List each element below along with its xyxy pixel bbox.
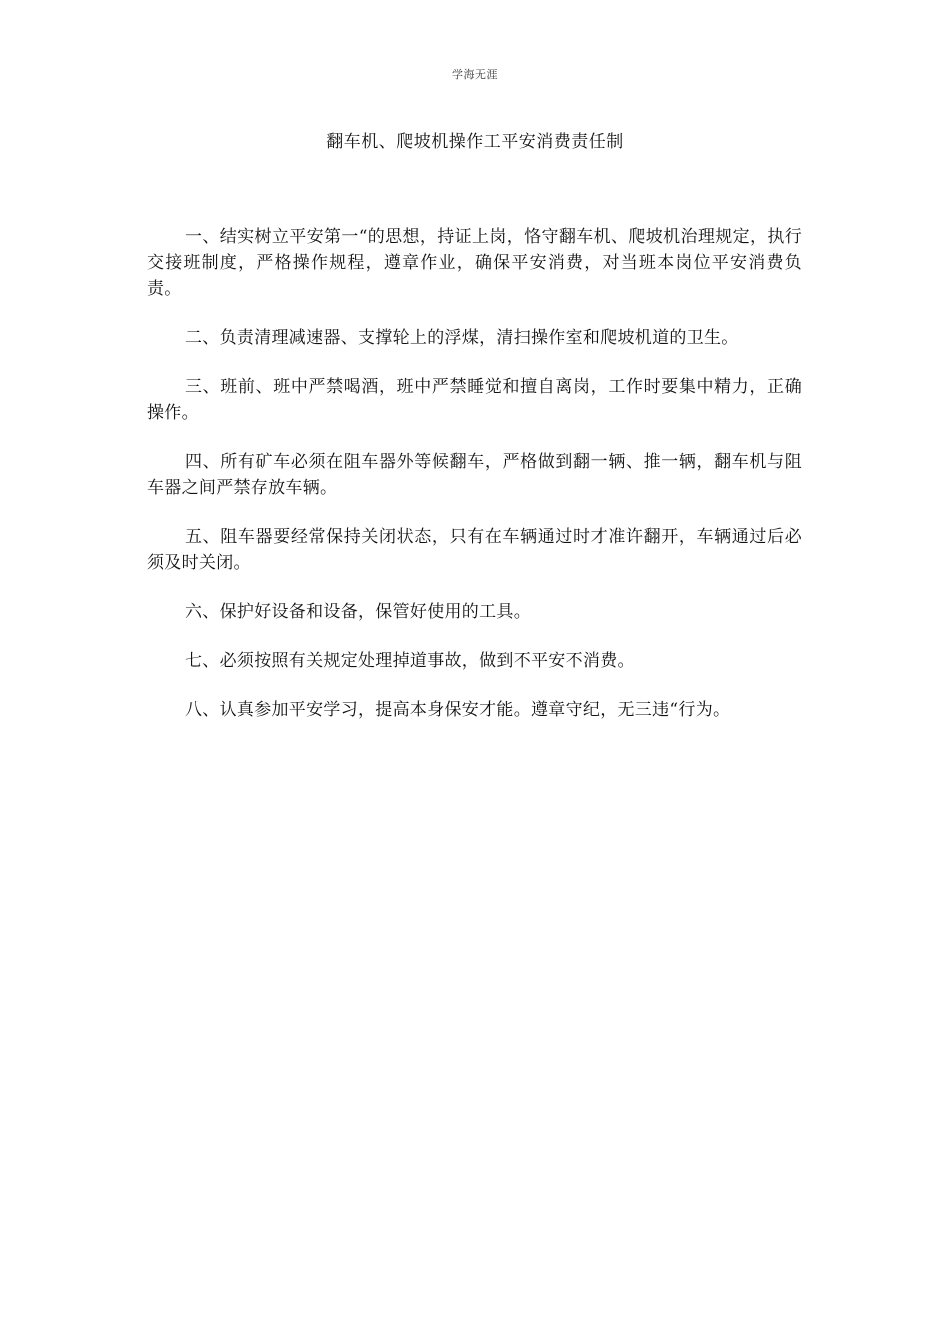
paragraph-7: 七、必须按照有关规定处理掉道事故，做到不平安不消费。 [185, 651, 635, 671]
paragraph-6: 六、保护好设备和设备，保管好使用的工具。 [185, 602, 531, 622]
paragraph-3: 三、班前、班中严禁喝酒，班中严禁睡觉和擅自离岗，工作时要集中精力，正确操作。 [147, 377, 802, 423]
page-header: 学海无涯 [452, 68, 498, 81]
paragraph-5: 五、阻车器要经常保持关闭状态，只有在车辆通过时才准许翻开，车辆通过后必须及时关闭。 [147, 527, 802, 573]
document-title: 翻车机、爬坡机操作工平安消费责任制 [326, 132, 624, 152]
document-body [147, 224, 802, 746]
paragraph-2: 二、负责清理减速器、支撑轮上的浮煤，清扫操作室和爬坡机道的卫生。 [185, 328, 739, 348]
paragraph-8: 八、认真参加平安学习，提高本身保安才能。遵章守纪，无三违“行为。 [185, 700, 731, 720]
paragraph-4: 四、所有矿车必须在阻车器外等候翻车，严格做到翻一辆、推一辆，翻车机与阻车器之间严禁存放车辆。 [147, 452, 802, 498]
paragraph-1: 一、结实树立平安第一“的思想，持证上岗，恪守翻车机、爬坡机治理规定，执行交接班制度，严格操作规程，遵章作业，确保平安消费，对当班本岗位平安消费负责。 [147, 227, 802, 299]
